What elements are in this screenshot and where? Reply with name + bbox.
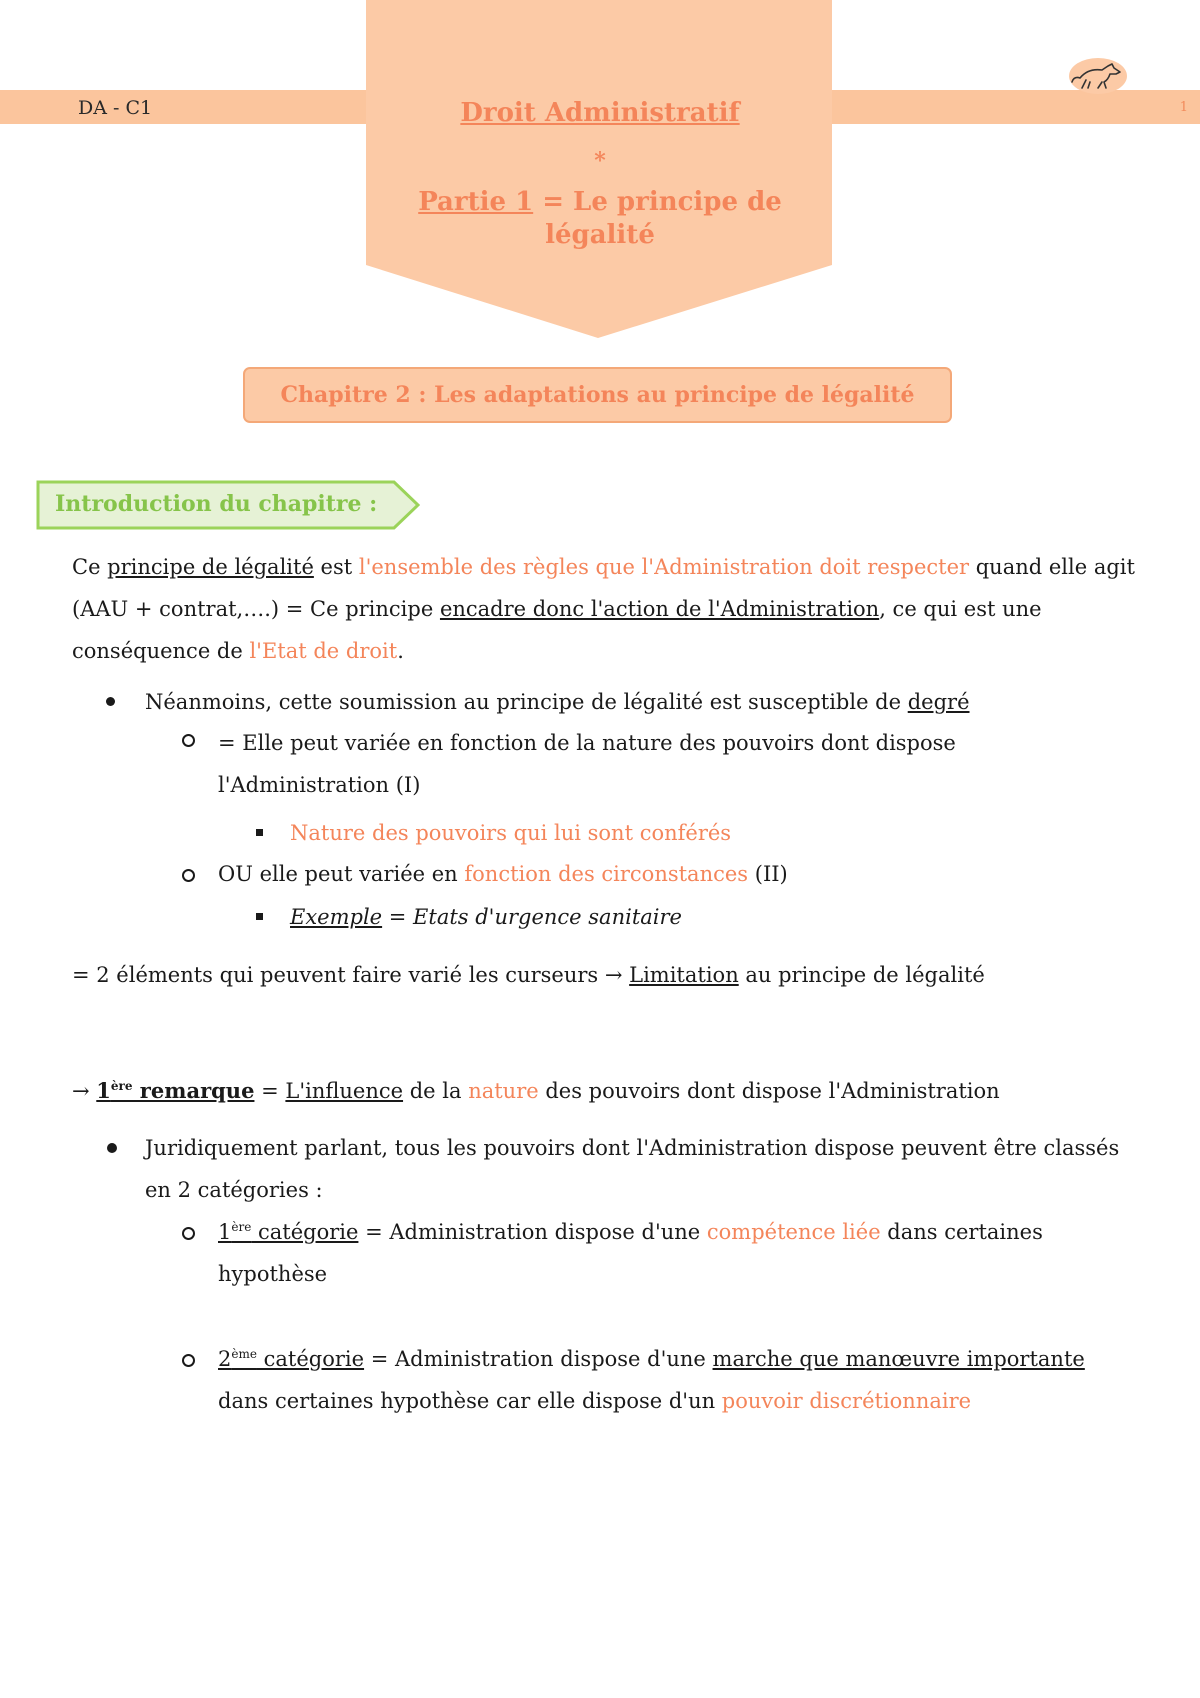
part-title: [370, 186, 830, 252]
page-number: 1: [1179, 100, 1188, 115]
rm-influence: L'influence: [285, 1079, 404, 1103]
list1-subsub1: Nature des pouvoirs qui lui sont conférés: [290, 821, 732, 845]
p1-a: Ce: [72, 555, 108, 579]
part-line2: légalité: [545, 220, 655, 250]
l1-ss2-a: Exemple: [290, 905, 383, 929]
list2-item1: [145, 1127, 1165, 1211]
p1-f: (AAU + contrat,….) = Ce principe: [72, 597, 440, 621]
l1-s2-a: OU elle peut variée en: [218, 862, 465, 886]
part-label: Partie 1: [418, 187, 534, 217]
l1-s1-a: = Elle peut variée en fonction de la nature des pouvoirs dont dispose: [218, 731, 956, 755]
l1-ss2-b: = Etats d'urgence sanitaire: [382, 905, 682, 929]
circle-bullet-icon: [182, 1354, 195, 1367]
p1-e: quand elle agit: [969, 555, 1135, 579]
sum-c: au principe de légalité: [738, 963, 985, 987]
l2-i1-b: en 2 catégories :: [145, 1178, 323, 1202]
list1-item1: [145, 681, 970, 723]
rm-sup: ère: [110, 1079, 133, 1093]
l1-s2-b: fonction des circonstances: [464, 862, 749, 886]
p1-k: .: [397, 639, 404, 663]
l1-s2-c: (II): [748, 862, 788, 886]
p1-c: est: [313, 555, 359, 579]
cat2-line2: dans certaines hypothèse car elle dispose d'un: [218, 1389, 722, 1413]
circle-bullet-icon: [182, 869, 195, 882]
bullet-icon: [107, 1143, 117, 1153]
cat2-sup: ème: [231, 1347, 257, 1361]
cat1-sup: ère: [231, 1220, 252, 1234]
circle-bullet-icon: [182, 734, 195, 747]
rm-word: remarque: [132, 1078, 255, 1103]
rm-eq: =: [254, 1079, 286, 1103]
cat2-num: 2: [218, 1347, 232, 1371]
cat1-word: catégorie: [251, 1220, 359, 1244]
fox-icon: [1068, 56, 1130, 96]
intro-paragraph: [72, 546, 1152, 672]
p1-h: , ce qui est une: [879, 597, 1042, 621]
chapter-title: Chapitre 2 : Les adaptations au principe de légalité: [243, 367, 952, 423]
p1-j: l'Etat de droit: [249, 639, 398, 663]
cat1-orange: compétence liée: [706, 1220, 881, 1244]
list2-cat1: [218, 1211, 1043, 1295]
l1-s1-b: l'Administration (I): [218, 773, 421, 797]
rm-arrow: →: [72, 1079, 97, 1103]
header-label: DA - C1: [78, 97, 153, 119]
square-bullet-icon: [256, 913, 263, 920]
list1-subsub2: [290, 896, 682, 938]
rm-nature: nature: [468, 1079, 539, 1103]
sum-a: = 2 éléments qui peuvent faire varié les curseurs →: [72, 963, 630, 987]
cat1-rest: dans certaines: [880, 1220, 1043, 1244]
l2-i1-a: Juridiquement parlant, tous les pouvoirs dont l'Administration dispose peuvent être classés: [145, 1136, 1120, 1160]
cat1-line2: hypothèse: [218, 1262, 328, 1286]
rm-dela: de la: [403, 1079, 469, 1103]
banner-star: *: [594, 148, 606, 174]
list2-cat2: [218, 1338, 1085, 1422]
cat1-title: [218, 1220, 358, 1244]
rm-num: 1: [96, 1078, 111, 1103]
cat2-title: [218, 1347, 364, 1371]
p1-g: encadre donc l'action de l'Administration: [439, 597, 880, 621]
cat1-num: 1: [218, 1220, 232, 1244]
square-bullet-icon: [256, 829, 263, 836]
bullet-icon: [106, 697, 115, 706]
l1-i1-b: degré: [907, 690, 970, 714]
cat2-u: marche que manœuvre importante: [712, 1347, 1085, 1371]
p1-d: l'ensemble des règles que l'Administration doit respecter: [358, 555, 970, 579]
list1-sub2: [218, 853, 788, 895]
rm-rest: des pouvoirs dont dispose l'Administration: [538, 1079, 1000, 1103]
cat2-word: catégorie: [256, 1347, 365, 1371]
cat2-text: = Administration dispose d'une: [364, 1347, 713, 1371]
part-eq: = Le principe de: [533, 187, 782, 217]
list1-sub1: [218, 722, 956, 806]
remark-heading: [72, 1070, 1000, 1112]
circle-bullet-icon: [182, 1227, 195, 1240]
intro-label: Introduction du chapitre :: [55, 491, 378, 517]
cat2-orange: pouvoir discrétionnaire: [721, 1389, 972, 1413]
sum-b: Limitation: [629, 963, 739, 987]
rm-title: [96, 1078, 254, 1103]
summary-line: [72, 954, 985, 996]
p1-i: conséquence de: [72, 639, 250, 663]
cat1-text: = Administration dispose d'une: [358, 1220, 707, 1244]
course-title: Droit Administratif: [460, 98, 740, 128]
banner-text: [370, 98, 830, 252]
l1-i1-a: Néanmoins, cette soumission au principe de légalité est susceptible de: [145, 690, 908, 714]
p1-b: principe de légalité: [107, 555, 314, 579]
